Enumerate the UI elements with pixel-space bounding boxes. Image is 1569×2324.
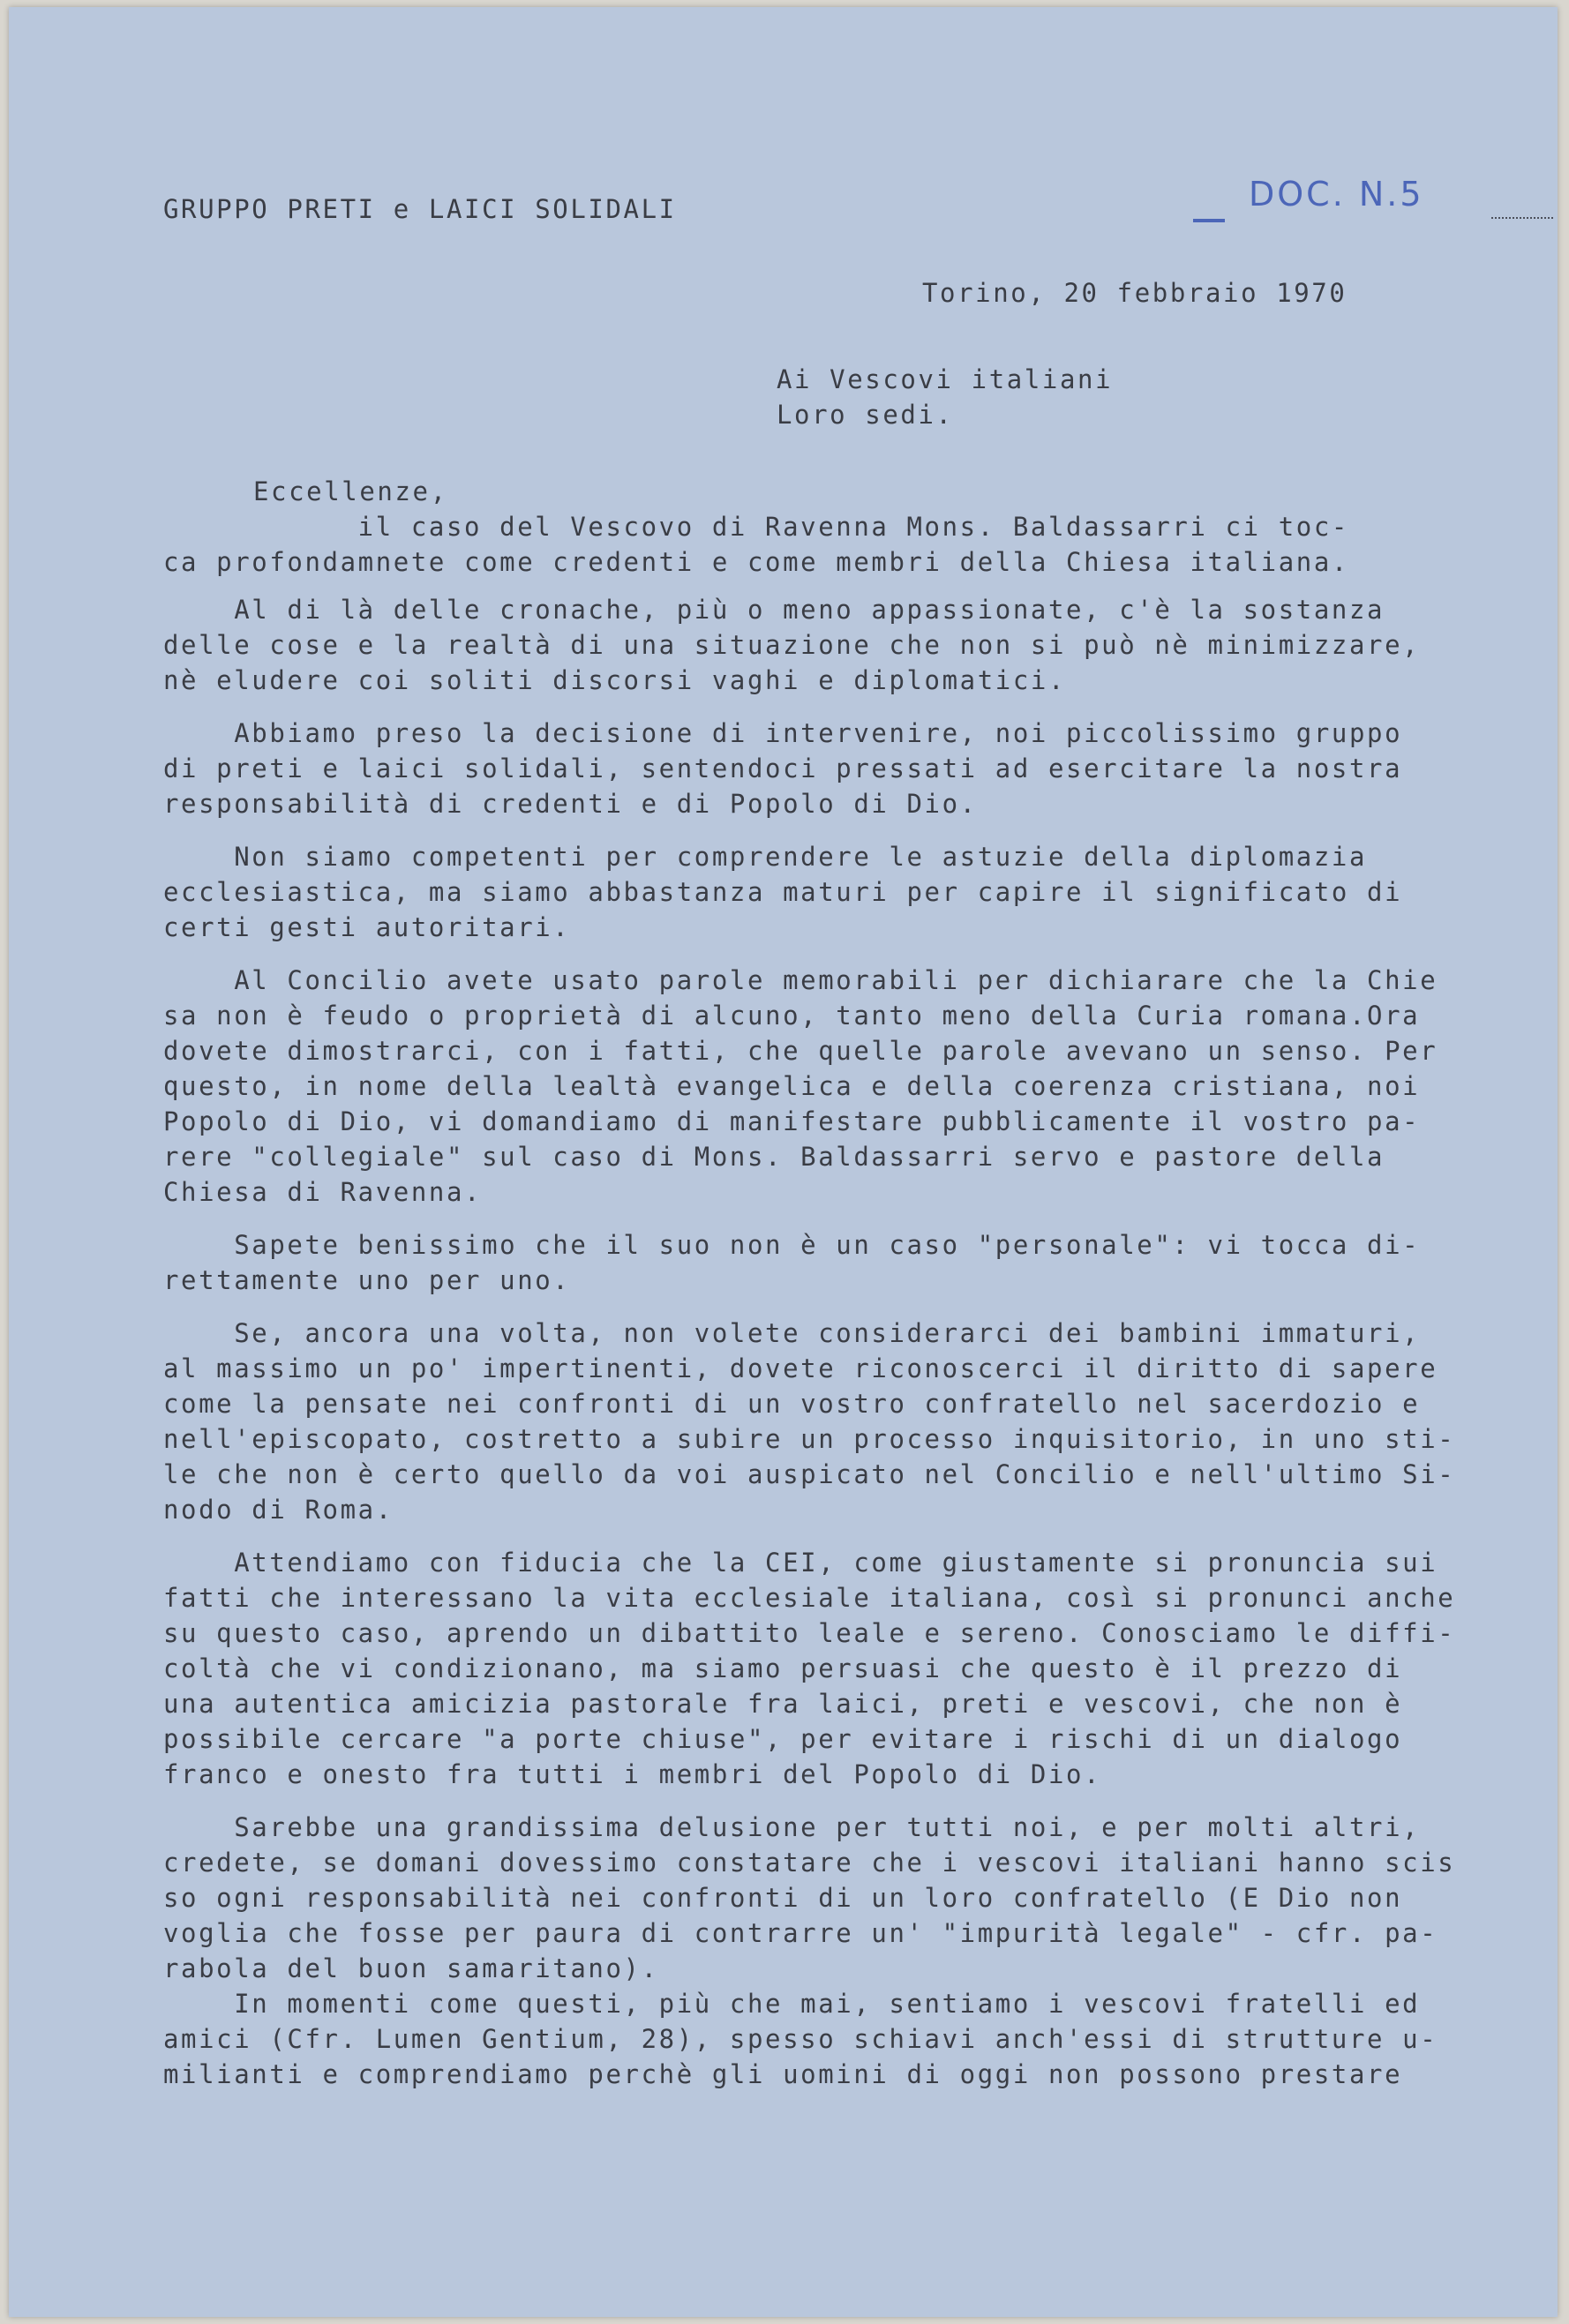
- body-line: fatti che interessano la vita ecclesiale italiana, così si pronunci anche: [163, 1583, 1456, 1613]
- doc-number-stamp: DOC. N.5: [1249, 175, 1424, 214]
- body-line: al massimo un po' impertinenti, dovete riconoscerci il diritto di sapere: [163, 1353, 1438, 1383]
- body-line: questo, in nome della lealtà evangelica e della coerenza cristiana, noi: [163, 1071, 1421, 1101]
- body-line: rere "collegiale" sul caso di Mons. Baldassarri servo e pastore della: [163, 1142, 1385, 1172]
- body-line: In momenti come questi, più che mai, sentiamo i vescovi fratelli ed: [163, 1989, 1421, 2019]
- edge-dotted-line: [1491, 217, 1553, 221]
- body-line: Al Concilio avete usato parole memorabili per dichiarare che la Chie: [163, 965, 1438, 995]
- body-line: nè eludere coi soliti discorsi vaghi e diplomatici.: [163, 665, 1067, 695]
- body-line: responsabilità di credenti e di Popolo di Dio.: [163, 789, 978, 819]
- body-line: ecclesiastica, ma siamo abbastanza maturi per capire il significato di: [163, 877, 1403, 907]
- letter-sheet: [9, 7, 1558, 2317]
- body-line: credete, se domani dovessimo constatare che i vescovi italiani hanno scis: [163, 1848, 1456, 1878]
- body-line: di preti e laici solidali, sentendoci pressati ad esercitare la nostra: [163, 753, 1403, 783]
- body-line: delle cose e la realtà di una situazione che non si può nè minimizzare,: [163, 630, 1421, 660]
- body-line: rabola del buon samaritano).: [163, 1953, 659, 1983]
- body-line: Se, ancora una volta, non volete considerarci dei bambini immaturi,: [163, 1318, 1421, 1348]
- body-line: nell'episcopato, costretto a subire un processo inquisitorio, in uno sti-: [163, 1424, 1456, 1454]
- body-line: nodo di Roma.: [163, 1495, 394, 1525]
- body-line: sa non è feudo o proprietà di alcuno, tanto meno della Curia romana.Ora: [163, 1001, 1421, 1031]
- body-line: ca profondamnete come credenti e come membri della Chiesa italiana.: [163, 547, 1349, 577]
- body-line: so ogni responsabilità nei confronti di un loro confratello (E Dio non: [163, 1883, 1403, 1913]
- body-line: Non siamo competenti per comprendere le astuzie della diplomazia: [163, 842, 1368, 872]
- body-line: milianti e comprendiamo perchè gli uomini di oggi non possono prestare: [163, 2059, 1403, 2089]
- body-line: su questo caso, aprendo un dibattito leale e sereno. Conosciamo le diffi-: [163, 1618, 1456, 1648]
- body-line: possibile cercare "a porte chiuse", per evitare i rischi di un dialogo: [163, 1724, 1403, 1754]
- salutation: Eccellenze,: [253, 476, 448, 506]
- organization-heading: GRUPPO PRETI e LAICI SOLIDALI: [163, 194, 677, 224]
- body-line: Popolo di Dio, vi domandiamo di manifestare pubblicamente il vostro pa-: [163, 1106, 1421, 1136]
- body-line: Sarebbe una grandissima delusione per tutti noi, e per molti altri,: [163, 1812, 1421, 1842]
- body-line: una autentica amicizia pastorale fra laici, preti e vescovi, che non è: [163, 1689, 1403, 1719]
- body-line: rettamente uno per uno.: [163, 1265, 571, 1295]
- body-line: franco e onesto fra tutti i membri del Popolo di Dio.: [163, 1759, 1102, 1789]
- recipient-line-1: Ai Vescovi italiani: [777, 364, 1114, 394]
- body-line: Sapete benissimo che il suo non è un caso "personale": vi tocca di-: [163, 1230, 1421, 1260]
- body-line: coltà che vi condizionano, ma siamo persuasi che questo è il prezzo di: [163, 1653, 1403, 1683]
- body-line: certi gesti autoritari.: [163, 912, 571, 942]
- body-line: voglia che fosse per paura di contrarre un' "impurità legale" - cfr. pa-: [163, 1918, 1438, 1948]
- body-line: Abbiamo preso la decisione di intervenire, noi piccolissimo gruppo: [163, 718, 1403, 748]
- date-line: Torino, 20 febbraio 1970: [922, 278, 1348, 308]
- body-line: il caso del Vescovo di Ravenna Mons. Baldassarri ci toc-: [163, 512, 1349, 542]
- recipient-line-2: Loro sedi.: [777, 400, 954, 430]
- stamp-dash: [1193, 219, 1225, 222]
- body-line: dovete dimostrarci, con i fatti, che quelle parole avevano un senso. Per: [163, 1036, 1438, 1066]
- body-line: le che non è certo quello da voi auspicato nel Concilio e nell'ultimo Si-: [163, 1459, 1456, 1489]
- body-line: amici (Cfr. Lumen Gentium, 28), spesso schiavi anch'essi di strutture u-: [163, 2024, 1438, 2054]
- body-line: Attendiamo con fiducia che la CEI, come giustamente si pronuncia sui: [163, 1548, 1438, 1578]
- body-line: Chiesa di Ravenna.: [163, 1177, 483, 1207]
- body-line: come la pensate nei confronti di un vostro confratello nel sacerdozio e: [163, 1389, 1421, 1419]
- body-line: Al di là delle cronache, più o meno appassionate, c'è la sostanza: [163, 595, 1385, 625]
